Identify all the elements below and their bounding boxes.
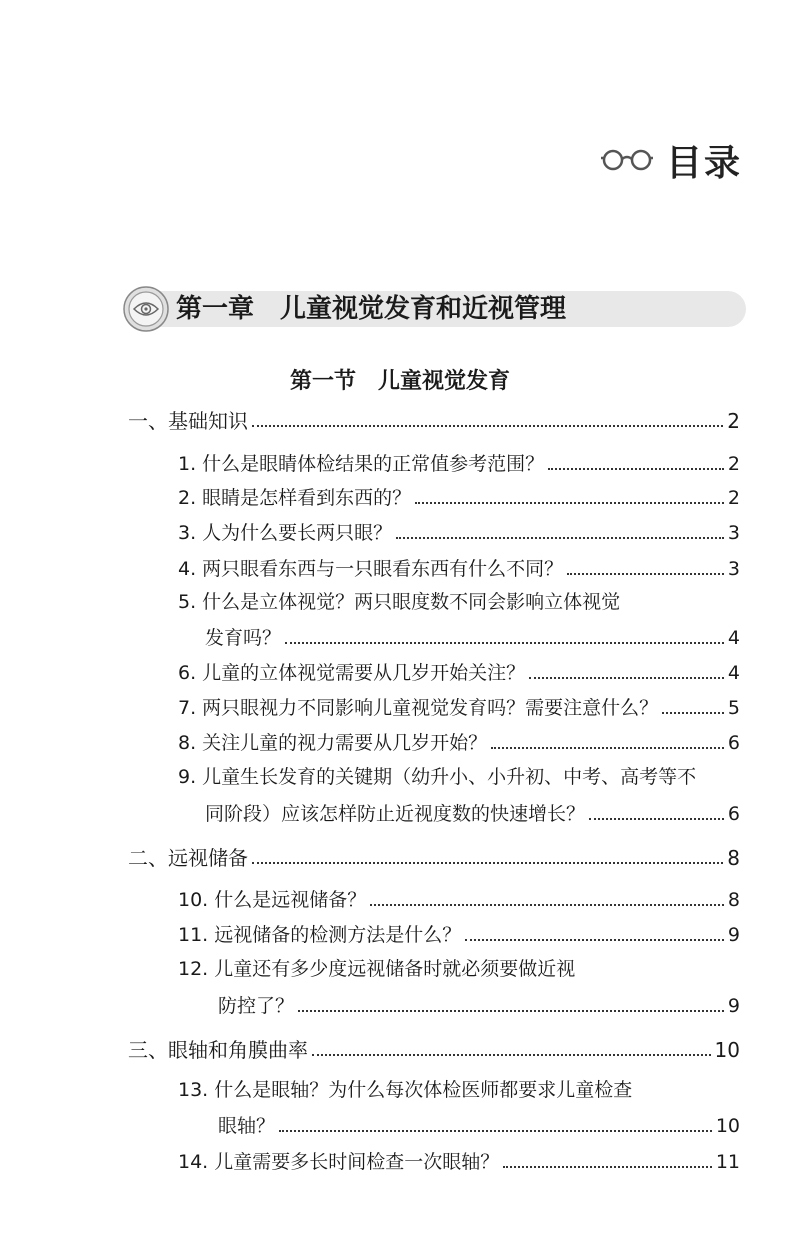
toc-entry-q11[interactable]	[178, 921, 740, 947]
dot-leader	[370, 904, 724, 906]
toc-page-number: 3	[727, 558, 740, 580]
toc-entry-q9[interactable]	[205, 800, 740, 826]
dot-leader	[548, 468, 724, 470]
dot-leader	[298, 1010, 724, 1012]
toc-entry-q9-line1[interactable]: 9. 儿童生长发育的关键期（幼升小、小升初、中考、高考等不	[178, 766, 697, 788]
toc-entry-label: 发育吗？	[205, 627, 282, 649]
toc-page-number: 2	[727, 487, 740, 509]
toc-entry-q6[interactable]	[178, 659, 740, 685]
section-title: 第一节 儿童视觉发育	[289, 369, 510, 394]
dot-leader	[529, 677, 724, 679]
toc-entry-label: 11. 远视储备的检测方法是什么？	[178, 924, 462, 946]
dot-leader	[279, 1130, 712, 1132]
toc-entry-label: 3. 人为什么要长两只眼？	[178, 522, 393, 544]
toc-page-number: 4	[727, 662, 740, 684]
toc-entry-label: 4. 两只眼看东西与一只眼看东西有什么不同？	[178, 558, 564, 580]
toc-page-number: 10	[714, 1038, 740, 1062]
toc-page-number: 3	[727, 522, 740, 544]
toc-page-number: 2	[727, 453, 740, 475]
toc-page-number: 5	[727, 697, 740, 719]
toc-page-number: 10	[715, 1115, 740, 1137]
toc-entry-label: 防控了？	[218, 995, 295, 1017]
toc-entry-label: 眼轴？	[218, 1115, 276, 1137]
toc-page-number: 2	[727, 409, 740, 433]
dot-leader	[465, 939, 724, 941]
toc-entry-label: 二、远视储备	[128, 846, 248, 870]
toc-page-number: 4	[727, 627, 740, 649]
toc-category-axial-length[interactable]	[128, 1036, 740, 1062]
dot-leader	[252, 425, 723, 427]
dot-leader	[503, 1166, 712, 1168]
dot-leader	[252, 862, 723, 864]
toc-page-number: 6	[727, 732, 740, 754]
toc-entry-label: 7. 两只眼视力不同影响儿童视觉发育吗？需要注意什么？	[178, 697, 659, 719]
toc-entry-label: 10. 什么是远视储备？	[178, 889, 367, 911]
toc-entry-label: 同阶段）应该怎样防止近视度数的快速增长？	[205, 803, 586, 825]
toc-entry-label: 14. 儿童需要多长时间检查一次眼轴？	[178, 1151, 500, 1173]
toc-entry-q14[interactable]	[178, 1148, 740, 1174]
toc-entry-label: 一、基础知识	[128, 409, 248, 433]
toc-page-number: 9	[727, 995, 740, 1017]
toc-page-number: 8	[727, 889, 740, 911]
dot-leader	[396, 537, 724, 539]
toc-entry-label: 6. 儿童的立体视觉需要从几岁开始关注？	[178, 662, 526, 684]
toc-entry-q2[interactable]	[178, 484, 740, 510]
toc-entry-q1[interactable]	[178, 450, 740, 476]
dot-leader	[589, 818, 724, 820]
toc-entry-label: 三、眼轴和角膜曲率	[128, 1038, 308, 1062]
toc-entry-q3[interactable]	[178, 519, 740, 545]
toc-category-basics[interactable]	[128, 407, 740, 433]
toc-page-number: 9	[727, 924, 740, 946]
chapter-title: 第一章 儿童视觉发育和近视管理	[176, 294, 567, 324]
page-title: 目录	[665, 142, 742, 184]
toc-entry-label: 8. 关注儿童的视力需要从几岁开始？	[178, 732, 488, 754]
dot-leader	[415, 502, 724, 504]
toc-entry-q5-line1[interactable]: 5. 什么是立体视觉？两只眼度数不同会影响立体视觉	[178, 591, 621, 613]
dot-leader	[312, 1054, 711, 1056]
toc-entry-q5[interactable]	[205, 624, 740, 650]
toc-entry-q4[interactable]	[178, 555, 740, 581]
dot-leader	[491, 747, 724, 749]
toc-page-number: 11	[715, 1151, 740, 1173]
toc-entry-label: 2. 眼睛是怎样看到东西的？	[178, 487, 412, 509]
toc-entry-q13[interactable]	[218, 1112, 740, 1138]
toc-entry-q8[interactable]	[178, 729, 740, 755]
glasses-icon	[600, 148, 654, 172]
toc-entry-q7[interactable]	[178, 694, 740, 720]
toc-entry-q13-line1[interactable]: 13. 什么是眼轴？为什么每次体检医师都要求儿童检查	[178, 1079, 633, 1101]
toc-category-hyperopia-reserve[interactable]	[128, 844, 740, 870]
toc-header	[600, 135, 742, 185]
toc-page-number: 8	[727, 846, 740, 870]
eye-emblem-icon	[122, 285, 170, 333]
dot-leader	[285, 642, 724, 644]
toc-entry-label: 1. 什么是眼睛体检结果的正常值参考范围？	[178, 453, 545, 475]
toc-entry-q12-line1[interactable]: 12. 儿童还有多少度远视储备时就必须要做近视	[178, 958, 576, 980]
dot-leader	[567, 573, 724, 575]
toc-entry-q10[interactable]	[178, 886, 740, 912]
dot-leader	[662, 712, 724, 714]
toc-entry-q12[interactable]	[218, 992, 740, 1018]
toc-page-number: 6	[727, 803, 740, 825]
